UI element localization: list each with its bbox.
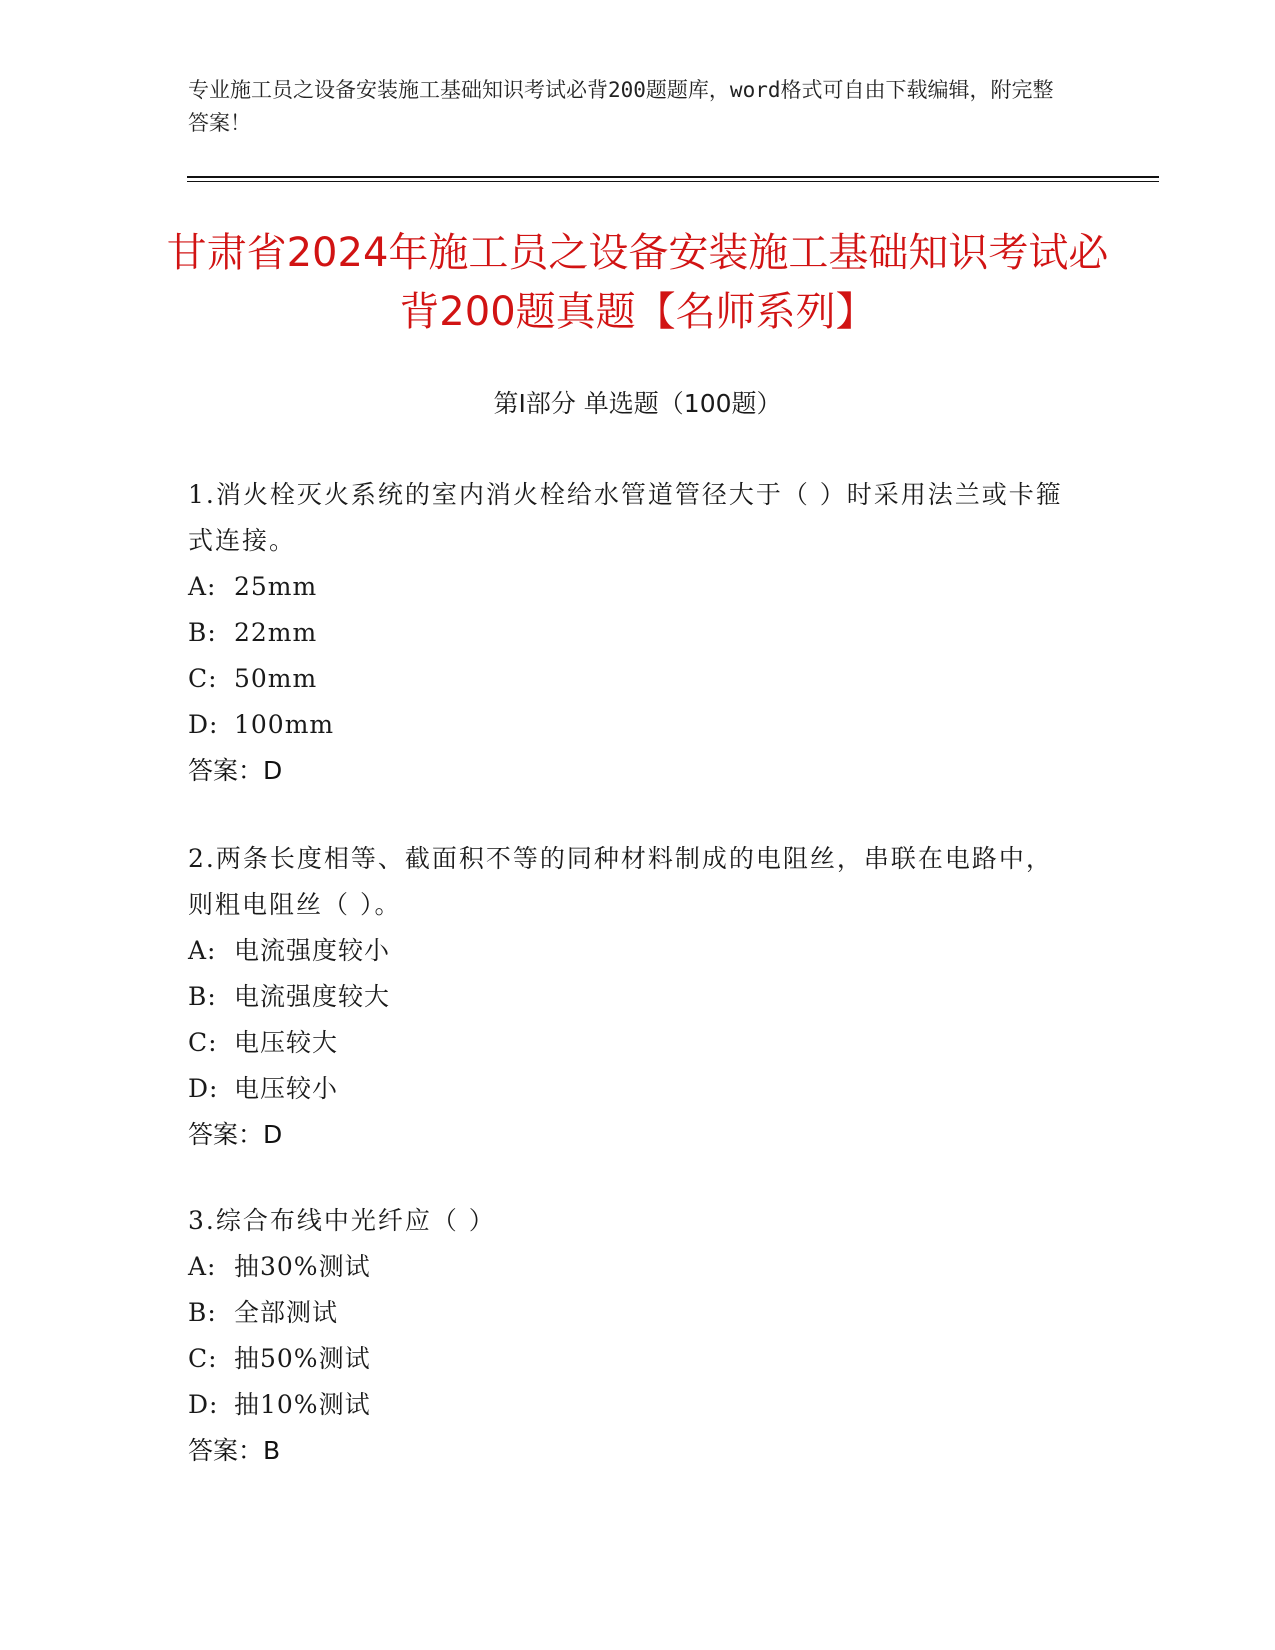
answer-line: 答案：D — [188, 756, 283, 785]
option-b — [188, 974, 1088, 1020]
option-letter: A: — [188, 1252, 217, 1281]
option-letter: C: — [188, 664, 218, 693]
document-title: 甘肃省2024年施工员之设备安装施工基础知识考试必背200题真题【名师系列】 — [166, 230, 1109, 335]
option-letter: C: — [188, 1028, 218, 1057]
option-letter: D: — [188, 1390, 219, 1419]
question-stem: 2.两条长度相等、截面积不等的同种材料制成的电阻丝，串联在电路中，则粗电阻丝（ ）。 — [188, 844, 1053, 919]
option-text: 抽30%测试 — [234, 1252, 371, 1281]
option-c — [188, 1336, 1088, 1382]
option-text: 电流强度较大 — [234, 982, 391, 1011]
option-d — [188, 1382, 1088, 1428]
header-divider-thick — [187, 176, 1159, 178]
option-text: 抽50%测试 — [234, 1344, 371, 1373]
option-text: 100mm — [234, 710, 335, 739]
question-stem: 1.消火栓灭火系统的室内消火栓给水管道管径大于（ ）时采用法兰或卡箍式连接。 — [188, 480, 1063, 555]
option-text: 25mm — [234, 572, 318, 601]
option-b — [188, 1290, 1088, 1336]
option-a — [188, 1244, 1088, 1290]
option-letter: A: — [188, 572, 217, 601]
option-text: 电压较大 — [234, 1028, 339, 1057]
option-d — [188, 1066, 1088, 1112]
option-text: 抽10%测试 — [234, 1390, 371, 1419]
option-c — [188, 1020, 1088, 1066]
question-1 — [188, 472, 1088, 794]
option-text: 电流强度较小 — [234, 936, 391, 965]
question-stem: 3.综合布线中光纤应（ ） — [188, 1206, 496, 1235]
option-letter: A: — [188, 936, 217, 965]
option-letter: C: — [188, 1344, 218, 1373]
option-letter: B: — [188, 982, 217, 1011]
question-3 — [188, 1198, 1088, 1474]
option-b — [188, 610, 1088, 656]
option-letter: B: — [188, 618, 217, 647]
question-2 — [188, 836, 1088, 1158]
answer-line: 答案：B — [188, 1436, 281, 1465]
option-letter: D: — [188, 710, 219, 739]
option-a — [188, 564, 1088, 610]
option-text: 全部测试 — [234, 1298, 339, 1327]
option-text: 22mm — [234, 618, 318, 647]
option-d — [188, 702, 1088, 748]
header-divider-thin — [187, 181, 1159, 182]
option-letter: D: — [188, 1074, 219, 1103]
option-text: 电压较小 — [234, 1074, 339, 1103]
header-note: 专业施工员之设备安装施工基础知识考试必背200题题库，word格式可自由下载编辑，附完整答案！ — [188, 78, 1054, 135]
answer-line: 答案：D — [188, 1120, 283, 1149]
option-a — [188, 928, 1088, 974]
option-c — [188, 656, 1088, 702]
option-letter: B: — [188, 1298, 217, 1327]
section-heading: 第I部分 单选题（100题） — [493, 389, 782, 418]
option-text: 50mm — [234, 664, 318, 693]
